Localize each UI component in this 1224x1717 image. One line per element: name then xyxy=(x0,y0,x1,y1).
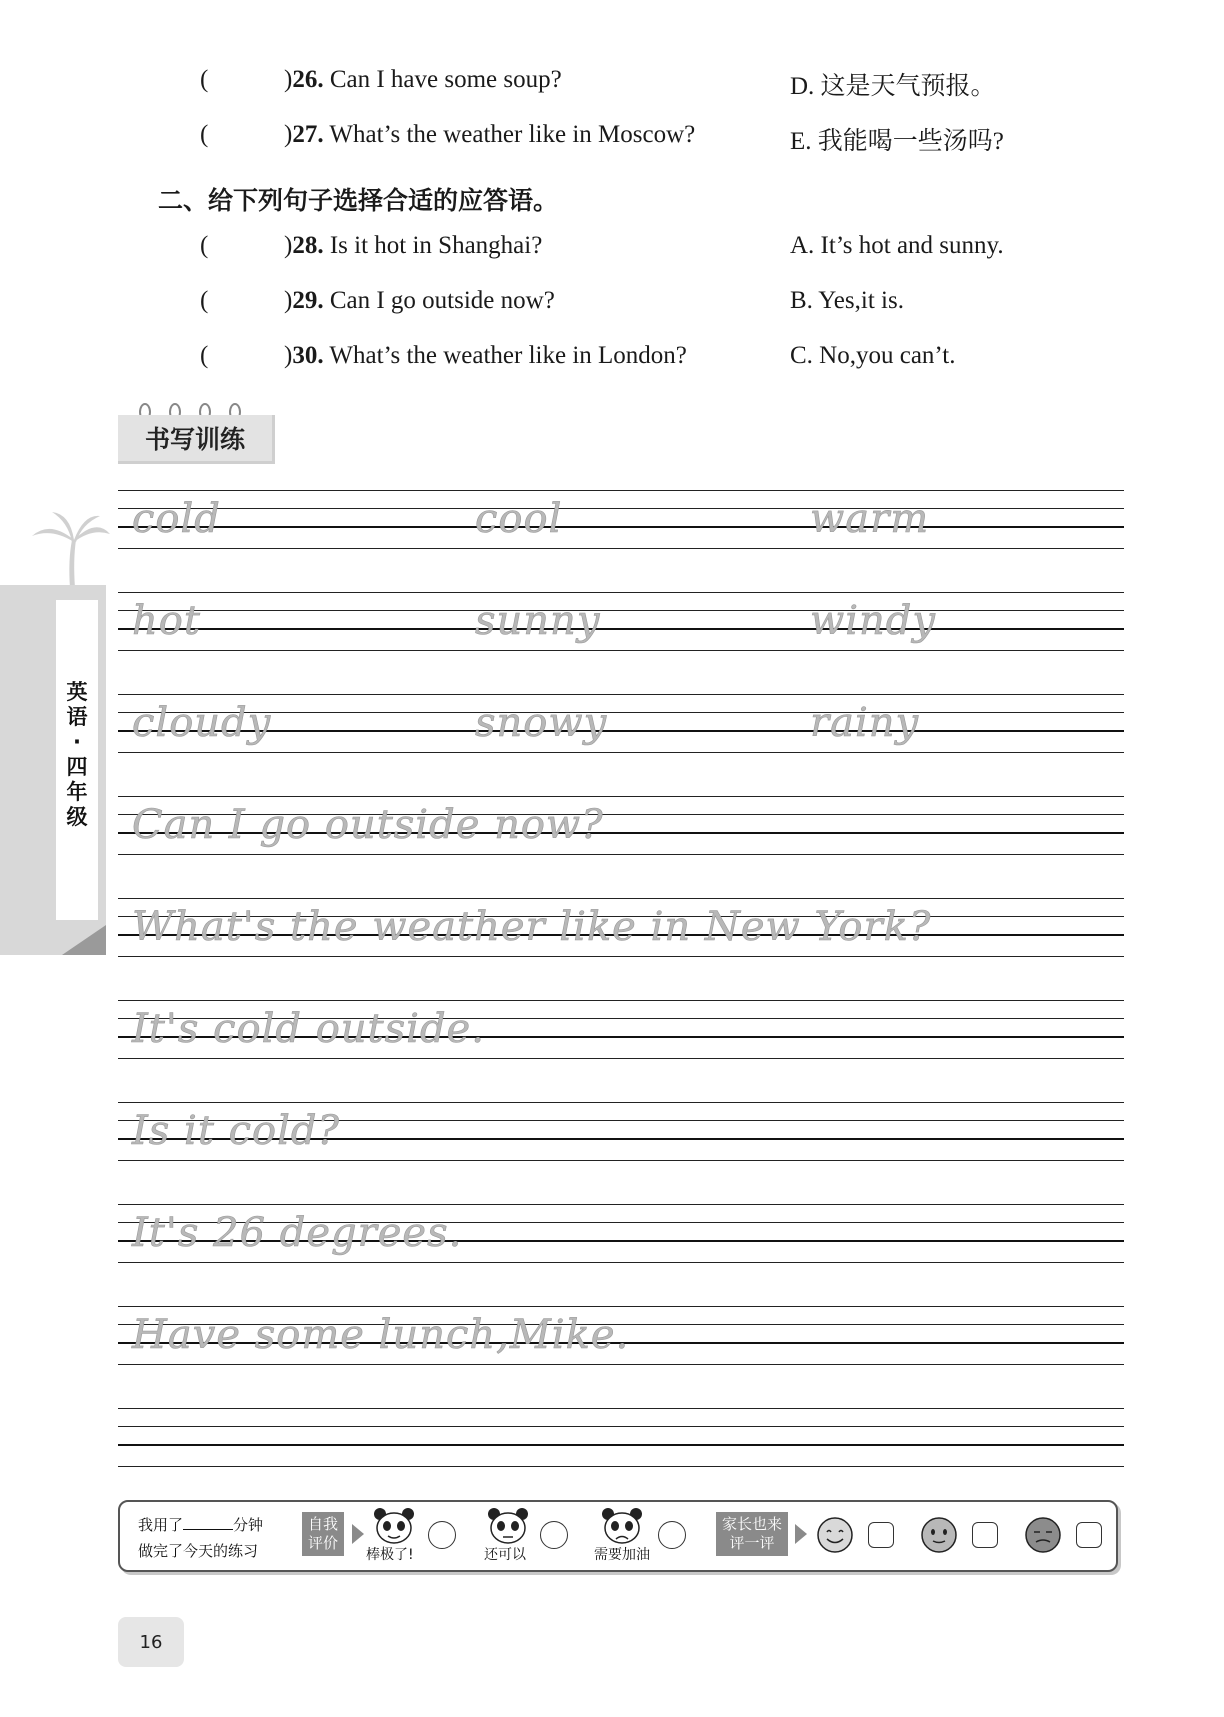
grid-line xyxy=(118,526,1124,528)
sad-face-icon xyxy=(1024,1516,1062,1554)
grid-line xyxy=(118,650,1124,651)
answer-option-a: A. It’s hot and sunny. xyxy=(790,232,1004,259)
four-line-grid[interactable] xyxy=(118,490,1124,554)
grid-line xyxy=(118,1444,1124,1446)
panda-excellent-icon xyxy=(372,1506,416,1546)
trace-word: hot xyxy=(132,598,201,644)
panda-try-harder-icon xyxy=(600,1506,644,1546)
question-row-26: ( )26. Can I have some soup? xyxy=(200,66,562,93)
trace-word: cloudy xyxy=(132,700,272,746)
parent-neutral-box[interactable] xyxy=(972,1522,998,1548)
finished-practice-line: 做完了今天的练习 xyxy=(138,1542,259,1560)
grid-line xyxy=(118,1466,1124,1467)
neutral-face-icon xyxy=(920,1516,958,1554)
question-row-27: ( )27. What’s the weather like in Moscow? xyxy=(200,121,696,148)
trace-word: cool xyxy=(475,496,563,542)
writing-practice-label: 书写训练 xyxy=(118,415,275,464)
self-evaluation-tag: 自我 评价 xyxy=(302,1512,344,1556)
grid-line xyxy=(118,490,1124,491)
answer-blank-open[interactable]: ( xyxy=(200,342,209,369)
grid-line xyxy=(118,1102,1124,1103)
option-try-harder-label: 需要加油 xyxy=(594,1547,650,1563)
trace-word: sunny xyxy=(475,598,601,644)
trace-sentence: Have some lunch,Mike. xyxy=(132,1312,630,1358)
grid-line xyxy=(118,752,1124,753)
answer-blank-open[interactable]: ( xyxy=(200,121,209,148)
grid-line xyxy=(118,628,1124,630)
four-line-grid[interactable] xyxy=(118,1408,1124,1472)
answer-option-b: B. Yes,it is. xyxy=(790,287,904,314)
question-number: 27. xyxy=(292,121,324,148)
question-number: 30. xyxy=(292,342,324,369)
answer-option-e: E. 我能喝一些汤吗? xyxy=(790,128,1004,155)
grid-line xyxy=(118,508,1124,509)
question-row-30: ( )30. What’s the weather like in London? xyxy=(200,342,687,369)
grid-line xyxy=(118,1160,1124,1161)
parent-happy-box[interactable] xyxy=(868,1522,894,1548)
parent-sad-box[interactable] xyxy=(1076,1522,1102,1548)
option-try-harder-circle[interactable] xyxy=(658,1521,686,1549)
panda-ok-icon xyxy=(486,1506,530,1546)
option-ok-label: 还可以 xyxy=(484,1547,526,1563)
grid-line xyxy=(118,1204,1124,1205)
arrow-right-icon xyxy=(795,1524,807,1544)
grid-line xyxy=(118,610,1124,611)
answer-option-c: C. No,you can’t. xyxy=(790,342,956,369)
question-text: Can I have some soup? xyxy=(323,66,562,93)
grid-line xyxy=(118,694,1124,695)
option-excellent-label: 棒极了! xyxy=(366,1547,414,1563)
grid-line xyxy=(118,1058,1124,1059)
grid-line xyxy=(118,1000,1124,1001)
grid-line xyxy=(118,1426,1124,1427)
question-text: Is it hot in Shanghai? xyxy=(323,232,543,259)
option-excellent-circle[interactable] xyxy=(428,1521,456,1549)
trace-sentence: What's the weather like in New York? xyxy=(132,904,932,950)
trace-sentence: Is it cold? xyxy=(132,1108,340,1154)
trace-sentence: It's cold outside. xyxy=(132,1006,485,1052)
answer-option-d: D. 这是天气预报。 xyxy=(790,73,996,100)
question-text: Can I go outside now? xyxy=(323,287,555,314)
happy-face-icon xyxy=(816,1516,854,1554)
question-text: What’s the weather like in London? xyxy=(323,342,687,369)
trace-sentence: It's 26 degrees. xyxy=(132,1210,463,1256)
palm-tree-icon xyxy=(30,510,110,590)
question-row-28: ( )28. Is it hot in Shanghai? xyxy=(200,232,543,259)
four-line-grid[interactable] xyxy=(118,592,1124,656)
trace-word: rainy xyxy=(810,700,920,746)
option-ok-circle[interactable] xyxy=(540,1521,568,1549)
section-2-title: 二、给下列句子选择合适的应答语。 xyxy=(158,186,559,215)
question-row-29: ( )29. Can I go outside now? xyxy=(200,287,555,314)
grid-line xyxy=(118,898,1124,899)
trace-word: windy xyxy=(810,598,936,644)
question-text: What’s the weather like in Moscow? xyxy=(323,121,696,148)
grid-line xyxy=(118,1364,1124,1365)
page-number: 16 xyxy=(118,1617,184,1667)
question-number: 26. xyxy=(292,66,324,93)
trace-word: snowy xyxy=(475,700,608,746)
minutes-blank[interactable] xyxy=(183,1529,233,1530)
answer-blank-open[interactable]: ( xyxy=(200,287,209,314)
side-tab-label: 英 语 · 四 年 级 xyxy=(56,600,98,920)
parent-evaluation-tag: 家长也来 评一评 xyxy=(716,1512,788,1556)
arrow-right-icon xyxy=(352,1524,364,1544)
grid-line xyxy=(118,592,1124,593)
grid-line xyxy=(118,956,1124,957)
grid-line xyxy=(118,548,1124,549)
trace-sentence: Can I go outside now? xyxy=(132,802,604,848)
grid-line xyxy=(118,1262,1124,1263)
question-number: 29. xyxy=(292,287,324,314)
evaluation-panel xyxy=(118,1500,1118,1572)
trace-word: cold xyxy=(132,496,221,542)
time-spent-line: 我用了 分钟 xyxy=(138,1516,264,1534)
grid-line xyxy=(118,796,1124,797)
trace-word: warm xyxy=(810,496,930,542)
question-number: 28. xyxy=(292,232,324,259)
answer-blank-open[interactable]: ( xyxy=(200,232,209,259)
grid-line xyxy=(118,854,1124,855)
grid-line xyxy=(118,1408,1124,1409)
corner-fold-icon xyxy=(62,925,106,955)
grid-line xyxy=(118,1306,1124,1307)
answer-blank-open[interactable]: ( xyxy=(200,66,209,93)
